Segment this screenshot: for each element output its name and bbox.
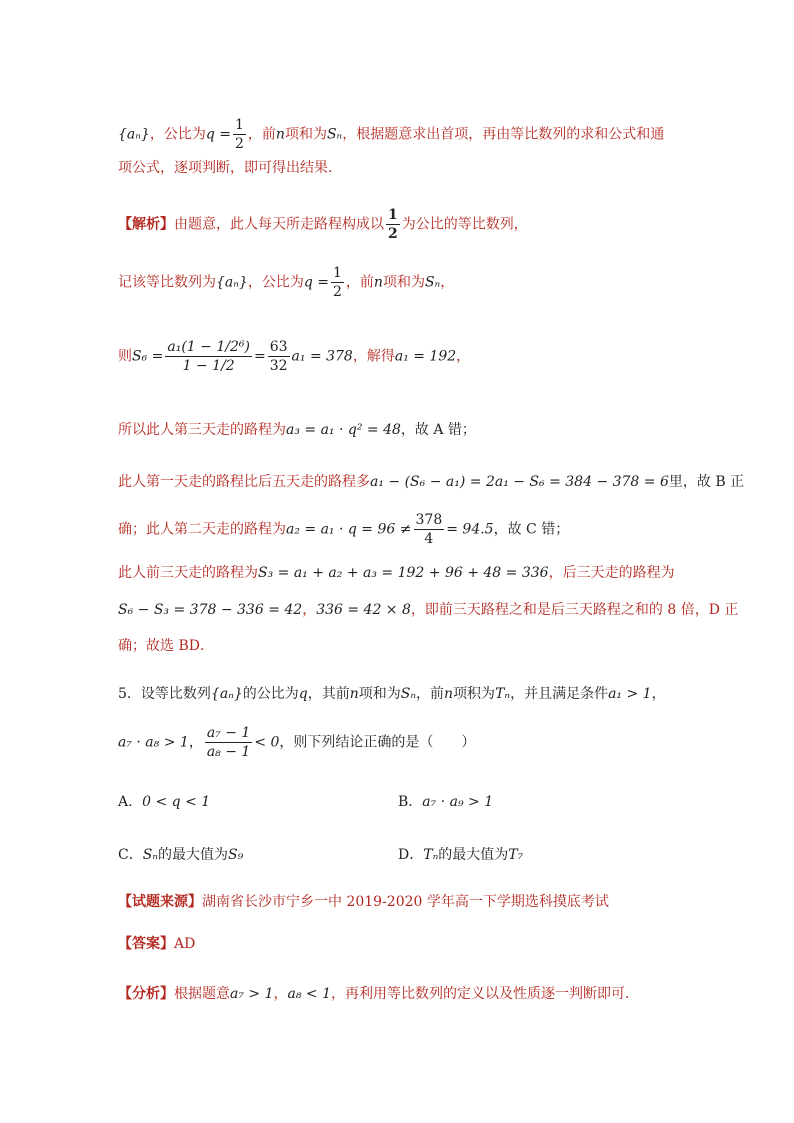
solution-line-8: S₆ − S₃ = 378 − 336 = 42，336 = 42 × 8，即前三天路程之和是后三天路程之和的 8 倍，D 正 — [118, 602, 739, 618]
option-a[interactable]: A．0 < q < 1 — [118, 794, 211, 810]
source-text: 湖南省长沙市宁乡一中 2019-2020 学年高一下学期选科摸底考试 — [202, 894, 609, 910]
fraction-63-32: $\frac{63}{32}$ — [269, 339, 288, 374]
solution-line-1: 【解析】由题意，此人每天所走路程构成以 $\frac{1}{2}$ 为公比的等比数列， — [118, 207, 528, 242]
solution-line-4: 所以此人第三天走的路程为a₃ = a₁ · q² = 48，故 A 错； — [118, 422, 476, 438]
fraction-half-bold: $\frac{1}{2}$ — [388, 207, 398, 242]
answer-text: AD — [174, 936, 196, 952]
analysis-label: 【分析】 — [118, 986, 174, 1002]
fraction-half: $\frac{1}{2}$ — [235, 117, 244, 152]
option-c[interactable]: C．Sₙ的最大值为S₉ — [118, 847, 244, 863]
fraction-378-4: $\frac{378}{4}$ — [415, 512, 443, 547]
solution-line-5: 此人第一天走的路程比后五天走的路程多a₁ − (S₆ − a₁) = 2a₁ − S₆ = 384 − 378 = 6里，故 B 正 — [118, 474, 745, 490]
question5-line-1: 5．设等比数列{aₙ}的公比为q，其前n项和为Sₙ，前n项积为Tₙ，并且满足条件a₁ > 1， — [118, 686, 666, 702]
solution-line-3: 则S₆ = $\frac{\text{a₁(1 − 1/2⁶)}}{1 - 1/2}$ = $\frac{63}{32}$ a₁ = 378，解得a₁ = 192， — [118, 339, 471, 374]
fraction-half-2: $\frac{1}{2}$ — [333, 265, 342, 300]
analysis-cont-line-2: 项公式，逐项判断，即可得出结果． — [118, 160, 342, 176]
sequence-an: {aₙ} — [118, 126, 150, 143]
solution-line-9: 确；故选 BD． — [118, 638, 214, 654]
source-label: 【试题来源】 — [118, 894, 202, 910]
source-line — [118, 892, 609, 912]
solution-line-2: 记该等比数列为{aₙ}，公比为q = $\frac{1}{2}$ ，前n项和为Sₙ， — [118, 265, 455, 300]
solution-line-7: 此人前三天走的路程为S₃ = a₁ + a₂ + a₃ = 192 + 96 + 48 = 336，后三天走的路程为 — [118, 565, 675, 581]
analysis-line: 【分析】根据题意a₇ > 1，a₈ < 1，再利用等比数列的定义以及性质逐一判断即可． — [118, 986, 639, 1002]
analysis-cont-line-1: {aₙ}，公比为q = $\frac{1}{2}$ ，前n项和为Sₙ，根据题意求出首项，再由等比数列的求和公式和通 — [118, 117, 665, 152]
answer-label: 【答案】 — [118, 936, 174, 952]
question5-line-2: a₇ · a₈ > 1， $\frac{\text{a₇ − 1}}{\text{a₈ − 1}}$ < 0，则下列结论正确的是（ ） — [118, 725, 476, 760]
fraction-s6: $\frac{\text{a₁(1 − 1/2⁶)}}{1 - 1/2}$ — [167, 339, 250, 374]
answer-line — [118, 934, 195, 954]
fraction-condition: $\frac{\text{a₇ − 1}}{\text{a₈ − 1}}$ — [206, 725, 251, 760]
solution-label: 【解析】 — [118, 216, 174, 233]
option-b[interactable]: B．a₇ · a₉ > 1 — [398, 794, 494, 810]
option-d[interactable]: D．Tₙ的最大值为T₇ — [398, 847, 524, 863]
solution-line-6: 确；此人第二天走的路程为a₂ = a₁ · q = 96 ≠ $\frac{378}{4}$ = 94.5，故 C 错； — [118, 512, 570, 547]
